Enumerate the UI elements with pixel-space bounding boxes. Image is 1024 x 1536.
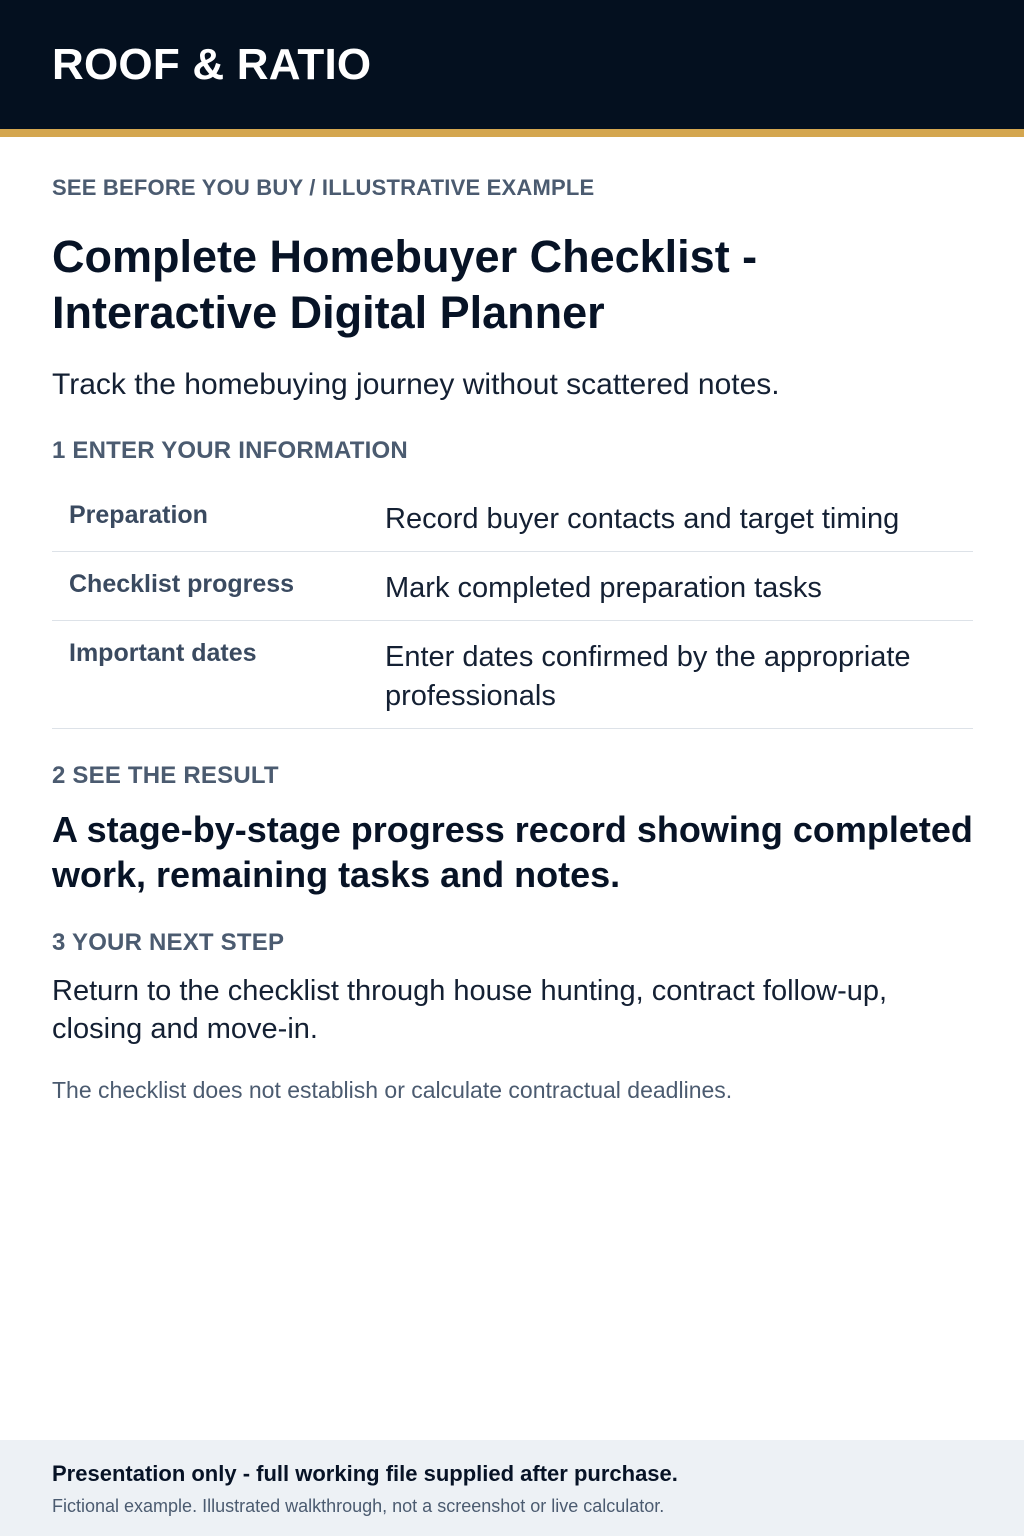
page-title: Complete Homebuyer Checklist - Interactive Digital Planner xyxy=(52,231,758,338)
step-next-label: 3 YOUR NEXT STEP xyxy=(52,929,285,956)
next-step-description: Return to the checklist through house hunting, contract follow-up, closing and move-in. xyxy=(52,975,888,1045)
row-label-important-dates: Important dates xyxy=(69,639,257,667)
table-row xyxy=(52,552,973,621)
page-footer xyxy=(0,1440,1024,1536)
eyebrow-label: SEE BEFORE YOU BUY / ILLUSTRATIVE EXAMPLE xyxy=(52,175,595,200)
step-enter-label: 1 ENTER YOUR INFORMATION xyxy=(52,437,408,464)
result-description: A stage-by-stage progress record showing completed work, remaining tasks and notes. xyxy=(52,809,973,895)
brand-logo-text: ROOF & RATIO xyxy=(52,40,372,89)
row-label-preparation: Preparation xyxy=(69,501,208,529)
row-value-checklist-progress: Mark completed preparation tasks xyxy=(385,572,822,604)
footer-main-text: Presentation only - full working file supplied after purchase. xyxy=(52,1461,678,1486)
disclaimer-text: The checklist does not establish or calculate contractual deadlines. xyxy=(52,1077,733,1103)
page-header xyxy=(0,0,1024,137)
page-subtitle: Track the homebuying journey without scattered notes. xyxy=(52,368,780,401)
step-result-label: 2 SEE THE RESULT xyxy=(52,762,279,789)
row-label-checklist-progress: Checklist progress xyxy=(69,570,295,598)
table-row xyxy=(52,621,973,729)
row-value-preparation: Record buyer contacts and target timing xyxy=(385,503,900,535)
table-row xyxy=(52,483,973,552)
row-value-important-dates: Enter dates confirmed by the appropriate professionals xyxy=(385,641,911,712)
footer-note-text: Fictional example. Illustrated walkthrough, not a screenshot or live calculator. xyxy=(52,1496,665,1516)
